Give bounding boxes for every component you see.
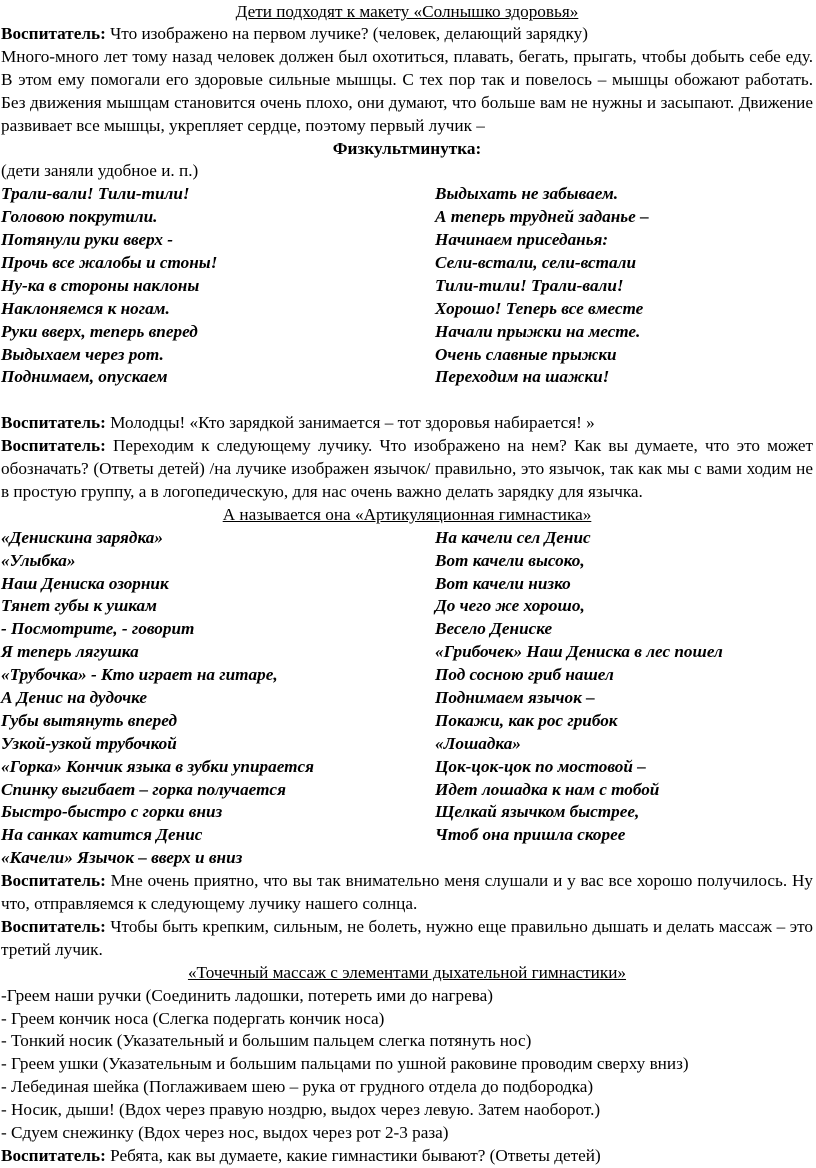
poem-line: Руки вверх, теперь вперед bbox=[1, 321, 198, 341]
poem-line: Весело Дениске bbox=[435, 619, 553, 639]
speaker-label: Воспитатель: bbox=[1, 24, 106, 43]
speaker-label: Воспитатель: bbox=[1, 1145, 106, 1165]
poem-line: Щелкай язычком быстрее, bbox=[435, 802, 640, 822]
massage-item: - Греем ушки (Указательным и большим пальцами по ушной раковине проводим сверху вниз) bbox=[1, 1054, 689, 1074]
poem-line: Трали-вали! Тили-тили! bbox=[1, 184, 190, 204]
poem-line: Начинаем приседанья: bbox=[435, 230, 609, 250]
intro-paragraph: Много-много лет тому назад человек должен был охотиться, плавать, бегать, прыгать, чтобы добыть себе еду. В этом ему помогали его здоровые сильные мышцы. С тех пор так и повелось – мышцы обожают работать. Без движения мышцам становится очень плохо, они думают, что больше вам не нужны и засыпают. Движение развивает все мышцы, укрепляет сердце, поэтому первый лучик – bbox=[1, 46, 813, 135]
poem-line: Головою покрутили. bbox=[1, 207, 158, 227]
poem-line: Потянули руки вверх - bbox=[1, 230, 173, 250]
poem-line: До чего же хорошо, bbox=[435, 596, 585, 616]
poem-line: Хорошо! Теперь все вместе bbox=[435, 298, 644, 318]
poem-line: Цок-цок-цок по мостовой – bbox=[435, 756, 646, 776]
intro-question-text: Что изображено на первом лучике? (человек, делающий зарядку) bbox=[105, 24, 588, 43]
page-title: Дети подходят к макету «Солнышко здоровья» bbox=[235, 2, 579, 21]
poem-right-column bbox=[435, 527, 813, 870]
poem-line: Ну-ка в стороны наклоны bbox=[1, 275, 200, 295]
poem-line: Начали прыжки на месте. bbox=[435, 321, 641, 341]
massage-list bbox=[1, 985, 813, 1145]
poem-line: На санках катится Денис bbox=[1, 825, 203, 845]
poem-line: Покажи, как рос грибок bbox=[435, 710, 618, 730]
poem-line: Поднимаем язычок – bbox=[435, 688, 595, 707]
poem-line: А теперь трудней заданье – bbox=[435, 207, 649, 227]
poem-line: Выдыхаем через рот. bbox=[1, 344, 164, 364]
poem-line: Под сосною гриб нашел bbox=[435, 665, 614, 685]
articulation-heading: А называется она «Артикуляционная гимнастика» bbox=[222, 504, 592, 524]
poem-line: «Качели» Язычок – вверх и вниз bbox=[1, 848, 243, 868]
speaker-label: Воспитатель: bbox=[1, 871, 106, 891]
poem-line: А Денис на дудочке bbox=[1, 688, 147, 707]
massage-heading: «Точечный массаж с элементами дыхательной гимнастики» bbox=[187, 962, 627, 982]
poem-line: Выдыхать не забываем. bbox=[435, 184, 619, 204]
massage-item: - Тонкий носик (Указательный и большим пальцем слегка потянуть нос) bbox=[1, 1031, 532, 1051]
poem-line: Наш Дениска озорник bbox=[1, 573, 169, 593]
poem-line: «Лошадка» bbox=[435, 733, 521, 753]
poem-line: Поднимаем, опускаем bbox=[1, 367, 168, 387]
poem-line: Идет лошадка к нам с тобой bbox=[435, 779, 660, 799]
poem-line: Вот качели низко bbox=[435, 573, 571, 593]
second-ray-paragraph bbox=[1, 435, 813, 504]
third-ray-text: Чтобы быть крепким, сильным, не болеть, нужно еще правильно дышать и делать массаж – это третий лучик. bbox=[1, 916, 813, 959]
massage-item: -Греем наши ручки (Соединить ладошки, потереть ими до нагрева) bbox=[1, 985, 494, 1005]
poem-line: «Грибочек» Наш Дениска в лес пошел bbox=[435, 642, 723, 662]
poem-line: Вот качели высоко, bbox=[435, 550, 585, 570]
poem-line: «Денискина зарядка» bbox=[1, 527, 163, 547]
poem-line: Очень славные прыжки bbox=[435, 344, 617, 364]
praise-text: Молодцы! «Кто зарядкой занимается – тот здоровья набирается! » bbox=[105, 413, 595, 433]
thanks-text: Мне очень приятно, что вы так внимательно меня слушали и у вас все хорошо получилось. Ну что, отправляемся к следующему лучику нашего солнца. bbox=[1, 871, 813, 914]
poem-line: - Посмотрите, - говорит bbox=[1, 619, 195, 639]
poem-line: «Трубочка» - Кто играет на гитаре, bbox=[1, 665, 278, 685]
poem-line: На качели сел Денис bbox=[435, 527, 591, 547]
poem-line: Чтоб она пришла скорее bbox=[435, 825, 626, 845]
poem-left-column bbox=[1, 527, 435, 870]
poem-line: Сели-встали, сели-встали bbox=[435, 253, 637, 272]
poem-line: «Горка» Кончик языка в зубки упирается bbox=[1, 756, 314, 776]
articulation-poem bbox=[1, 527, 813, 870]
document-page bbox=[1, 0, 813, 1168]
final-paragraph bbox=[1, 1145, 813, 1168]
poem-line: Тили-тили! Трали-вали! bbox=[435, 275, 624, 295]
poem-line: Узкой-узкой трубочкой bbox=[1, 733, 177, 753]
poem-line: Быстро-быстро с горки вниз bbox=[1, 802, 223, 822]
poem-left-column bbox=[1, 183, 435, 389]
poem-line: Наклоняемся к ногам. bbox=[1, 298, 170, 318]
second-ray-text: Переходим к следующему лучику. Что изображено на нем? Как вы думаете, что это может обозначать? (Ответы детей) /на лучике изображен язычок/ правильно, это язычок, так как мы с вами ходим не в простую группу, а в логопедическую, для нас очень важно делать зарядку для язычка. bbox=[1, 436, 813, 501]
thanks-paragraph bbox=[1, 870, 813, 916]
poem-line: «Улыбка» bbox=[1, 550, 76, 570]
speaker-label: Воспитатель: bbox=[1, 413, 106, 433]
massage-item: - Носик, дыши! (Вдох через правую ноздрю, выдох через левую. Затем наоборот.) bbox=[1, 1100, 601, 1120]
massage-item: - Сдуем снежинку (Вдох через нос, выдох через рот 2-3 раза) bbox=[1, 1123, 449, 1142]
poem-line: Прочь все жалобы и стоны! bbox=[1, 253, 218, 272]
intro-question bbox=[1, 23, 813, 46]
poem-line: Я теперь лягушка bbox=[1, 642, 139, 662]
poem-line: Переходим на шажки! bbox=[435, 367, 610, 387]
poem-line: Губы вытянуть вперед bbox=[1, 710, 177, 730]
massage-item: - Греем кончик носа (Слегка подергать кончик носа) bbox=[1, 1008, 385, 1028]
spacer bbox=[1, 389, 813, 412]
fizminutka-note: (дети заняли удобное и. п.) bbox=[1, 161, 199, 181]
poem-right-column bbox=[435, 183, 813, 389]
poem-line: Тянет губы к ушкам bbox=[1, 596, 157, 616]
final-text: Ребята, как вы думаете, какие гимнастики бывают? (Ответы детей) bbox=[105, 1145, 601, 1165]
fizminutka-poem bbox=[1, 183, 813, 389]
fizminutka-heading: Физкультминутка: bbox=[332, 138, 482, 158]
speaker-label: Воспитатель: bbox=[1, 436, 106, 456]
poem-line: Спинку выгибает – горка получается bbox=[1, 779, 286, 799]
third-ray-paragraph bbox=[1, 916, 813, 962]
speaker-label: Воспитатель: bbox=[1, 916, 106, 936]
praise-paragraph bbox=[1, 412, 813, 435]
massage-item: - Лебединая шейка (Поглаживаем шею – рука от грудного отдела до подбородка) bbox=[1, 1077, 594, 1097]
